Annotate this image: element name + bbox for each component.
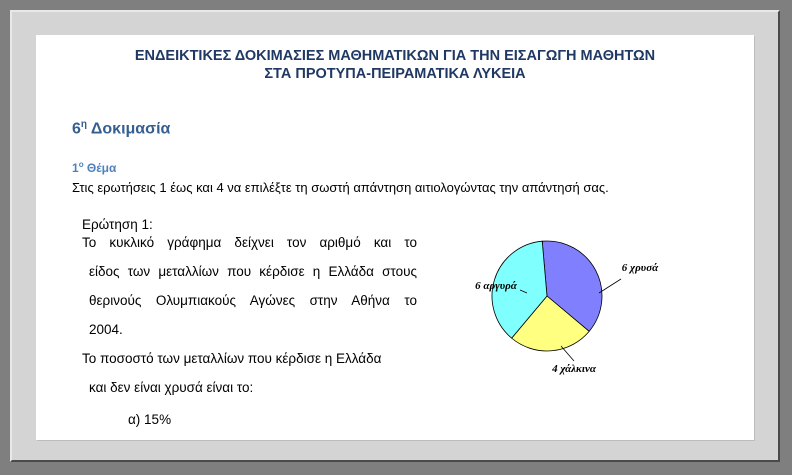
question-line: 2004. [89,322,123,337]
test-number: 6 [72,120,81,138]
test-title-text: Δοκιμασία [90,120,171,138]
topic-title-text: Θέμα [86,161,117,175]
question-line: είδος των μεταλλίων που κέρδισε η Ελλάδα στους [89,264,417,279]
header-line-1: ΕΝΔΕΙΚΤΙΚΕΣ ΔΟΚΙΜΑΣΙΕΣ ΜΑΘΗΜΑΤΙΚΩΝ ΓΙΑ ΤΗΝ ΕΙΣΑΓΩΓΗ ΜΑΘΗΤΩΝ [134,48,656,64]
medals-pie-chart [424,235,754,385]
test-number-sup: η [80,119,88,130]
pie-leader-line [561,346,574,361]
document-header [36,47,754,83]
topic-number-sup: ο [78,160,84,169]
question-line: θερινούς Ολυμπιακούς Αγώνες στην Αθήνα το [89,293,417,308]
pie-label: 6 χρυσά [621,262,659,274]
question-line: Το ποσοστό των μεταλλίων που κέρδισε η Ελλάδα [82,351,382,366]
question-line: Το κυκλικό γράφημα δείχνει τον αριθμό και το [82,235,417,250]
answer-option-a: α) 15% [128,412,172,427]
instructions-text: Στις ερωτήσεις 1 έως και 4 να επιλέξτε τη σωστή απάντηση αιτιολογώντας την απάντησή σας. [72,180,609,195]
question-line: και δεν είναι χρυσά είναι το: [89,380,254,395]
pie-leader-line [599,279,621,293]
test-title [72,119,170,138]
document-page [36,35,754,440]
topic-title [72,160,116,175]
pie-label: 6 αργυρά [475,280,517,292]
pie-label: 4 χάλκινα [552,363,596,375]
topic-number: 1 [72,161,79,175]
header-line-2: ΣΤΑ ΠΡΟΤΥΠΑ-ΠΕΙΡΑΜΑΤΙΚΑ ΛΥΚΕΙΑ [264,66,526,82]
question-label: Ερώτηση 1: [82,217,153,232]
